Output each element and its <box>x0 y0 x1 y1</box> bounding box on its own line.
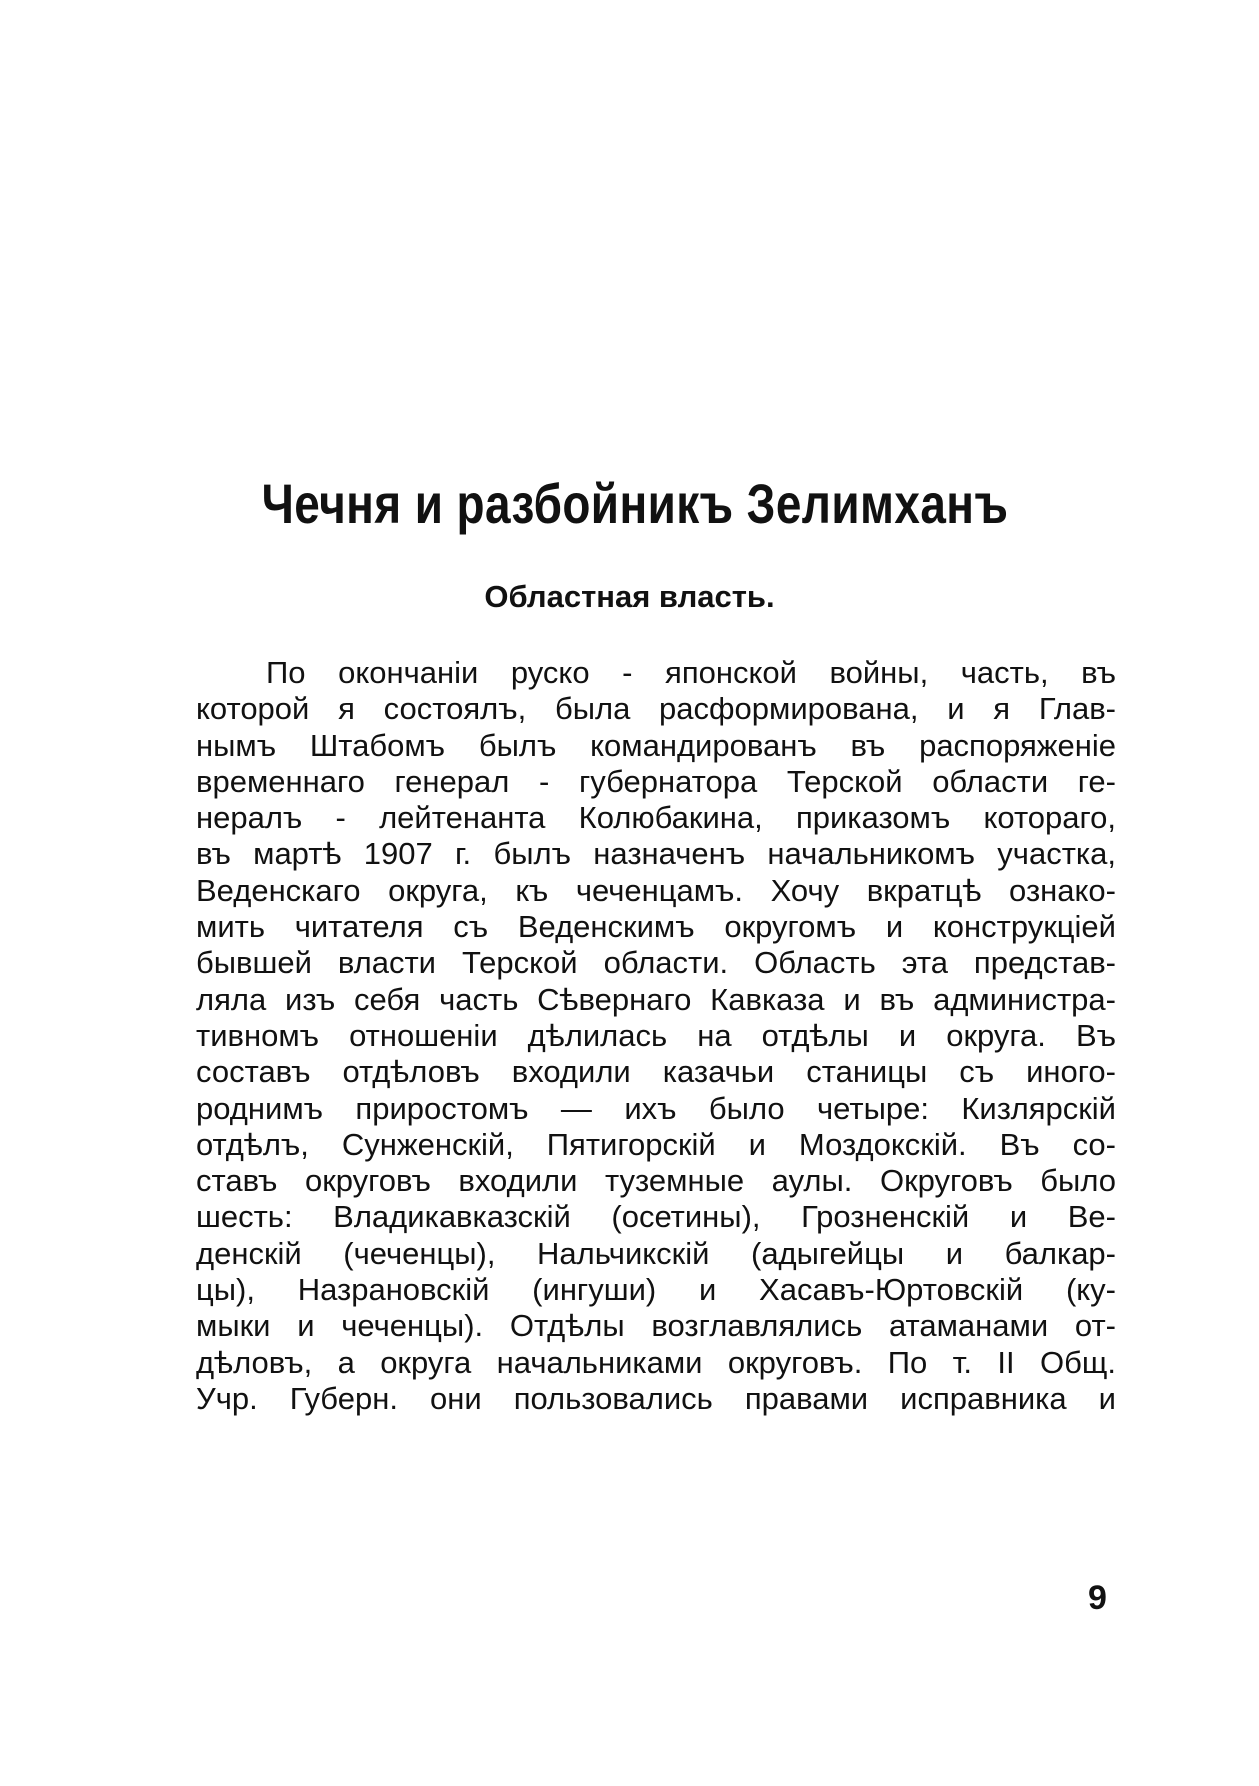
text-line: въ мартѣ 1907 г. былъ назначенъ начальникомъ участка, <box>196 836 1116 872</box>
text-line: денскiй (чеченцы), Нальчикскiй (адыгейцы и балкар- <box>196 1235 1116 1271</box>
text-line: нералъ - лейтенанта Колюбакина, приказомъ котораго, <box>196 800 1116 836</box>
text-line: составъ отдѣловъ входили казачьи станицы съ иного- <box>196 1054 1116 1090</box>
text-line: Учр. Губерн. они пользовались правами исправника и <box>196 1380 1116 1416</box>
text-line: дѣловъ, а округа начальниками округовъ. По т. II Общ. <box>196 1344 1116 1380</box>
text-line: отдѣлъ, Сунженскiй, Пятигорскiй и Моздокскiй. Въ со- <box>196 1126 1116 1162</box>
text-line: шесть: Владикавказскiй (осетины), Грозненскiй и Ве- <box>196 1199 1116 1235</box>
text-line: которой я состоялъ, была расформирована, и я Глав- <box>196 691 1116 727</box>
text-line: цы), Назрановскiй (ингуши) и Хасавъ-Юртовскiй (ку- <box>196 1272 1116 1308</box>
text-line: роднимъ приростомъ — ихъ было четыре: Кизлярскiй <box>196 1090 1116 1126</box>
text-line: нымъ Штабомъ былъ командированъ въ распоряженiе <box>196 727 1116 763</box>
section-subtitle: Областная власть. <box>484 579 775 614</box>
text-line: временнаго генерал - губернатора Терской области ге- <box>196 763 1116 799</box>
text-line: По окончанiи руско - японской войны, часть, въ <box>266 655 1116 690</box>
text-line: мыки и чеченцы). Отдѣлы возглавлялись атаманами от- <box>196 1308 1116 1344</box>
text-line: ляла изъ себя часть Сѣвернаго Кавказа и въ администра- <box>196 981 1116 1017</box>
text-line: ставъ округовъ входили туземные аулы. Округовъ было <box>196 1163 1116 1199</box>
text-line: Веденскаго округа, къ чеченцамъ. Хочу вкратцѣ ознако- <box>196 872 1116 908</box>
text-line: тивномъ отношенiи дѣлилась на отдѣлы и округа. Въ <box>196 1017 1116 1053</box>
chapter-title: Чечня и разбойникъ Зелимханъ <box>261 472 1009 535</box>
body-paragraph <box>196 655 1116 1417</box>
text-line: мить читателя съ Веденскимъ округомъ и конструкцiей <box>196 909 1116 945</box>
text-line: бывшей власти Терской области. Область эта представ- <box>196 945 1116 981</box>
page-number: 9 <box>1088 1579 1107 1617</box>
